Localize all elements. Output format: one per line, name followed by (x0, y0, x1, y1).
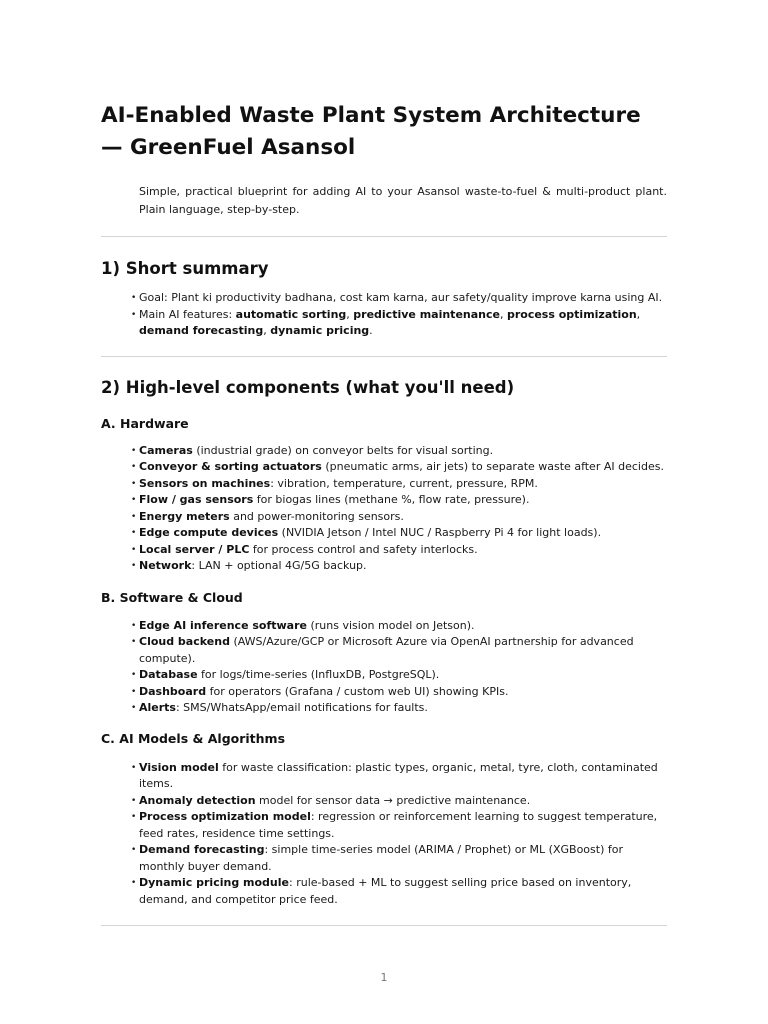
bold-term: process optimization (506, 307, 637, 321)
bold-term: Edge compute devices (139, 526, 279, 539)
bold-term: Demand forecasting (139, 843, 265, 856)
ai-models-list (101, 760, 667, 909)
bold-term: Process optimization model (139, 810, 311, 823)
bold-term: Network (139, 559, 192, 572)
list-item: • Database for logs/time-series (InfluxDB, PostgreSQL). (131, 667, 667, 684)
list-item: • Cameras (industrial grade) on conveyor belts for visual sorting. (131, 443, 667, 460)
list-item: • Flow / gas sensors for biogas lines (methane %, flow rate, pressure). (131, 492, 667, 509)
bold-term: predictive maintenance (353, 307, 500, 321)
bold-term: Alerts (139, 701, 176, 714)
bold-term: Conveyor & sorting actuators (139, 460, 322, 473)
document-page (101, 100, 667, 926)
subsection-heading-ai-models: C. AI Models & Algorithms (101, 730, 286, 746)
bold-term: Sensors on machines (139, 476, 271, 490)
hardware-list (101, 443, 667, 575)
bold-term: Dynamic pricing module (139, 876, 289, 889)
list-item: • Conveyor & sorting actuators (pneumatic arms, air jets) to separate waste after AI decides. (131, 459, 667, 476)
section-heading-summary: 1) Short summary (101, 259, 269, 278)
section-heading-components: 2) High-level components (what you'll need) (101, 377, 515, 397)
bold-term: automatic sorting (235, 307, 347, 321)
list-item: • Demand forecasting: simple time-series model (ARIMA / Prophet) or ML (XGBoost) for monthly buyer demand. (131, 842, 667, 875)
bold-term: Flow / gas sensors (139, 493, 254, 506)
list-item: • Local server / PLC for process control and safety interlocks. (131, 542, 667, 559)
list-item: • Sensors on machines: vibration, temperature, current, pressure, RPM. (131, 476, 667, 493)
divider (101, 925, 667, 926)
list-item: • Dynamic pricing module: rule-based + ML to suggest selling price based on inventory, demand, and competitor price feed. (131, 875, 667, 908)
list-item: • Network: LAN + optional 4G/5G backup. (131, 558, 667, 575)
divider (101, 356, 667, 357)
list-item: • Main AI features: automatic sorting, predictive maintenance, process optimization, demand forecasting, dynamic pricing. (131, 307, 667, 340)
list-item: • Edge compute devices (NVIDIA Jetson / Intel NUC / Raspberry Pi 4 for light loads). (131, 525, 667, 542)
page-number: 1 (380, 971, 388, 984)
bold-term: Database (139, 668, 198, 681)
list-item: • Dashboard for operators (Grafana / custom web UI) showing KPIs. (131, 684, 667, 701)
subsection-heading-hardware: A. Hardware (101, 415, 189, 431)
bold-term: Dashboard (139, 684, 207, 698)
bold-term: Edge AI inference software (139, 618, 307, 632)
bold-term: Anomaly detection (139, 793, 256, 807)
subsection-heading-software: B. Software & Cloud (101, 589, 243, 605)
list-item: • Alerts: SMS/WhatsApp/email notifications for faults. (131, 700, 667, 717)
summary-list (101, 290, 667, 340)
list-item: • Goal: Plant ki productivity badhana, cost kam karna, aur safety/quality improve karna using AI. (131, 290, 667, 307)
bold-term: Local server / PLC (139, 542, 250, 556)
bold-term: dynamic pricing (270, 324, 370, 337)
bold-term: Vision model (139, 760, 219, 774)
list-item: • Process optimization model: regression or reinforcement learning to suggest temperature, feed rates, residence time settings. (131, 809, 667, 842)
bold-term: Cameras (139, 443, 193, 457)
document-subtitle: Simple, practical blueprint for adding AI to your Asansol waste-to-fuel & multi-product plant. Plain language, step-by-step. (139, 185, 667, 216)
list-item: • Edge AI inference software (runs vision model on Jetson). (131, 618, 667, 635)
bold-term: Cloud backend (139, 635, 230, 648)
list-item: • Anomaly detection model for sensor data → predictive maintenance. (131, 793, 667, 810)
list-item: • Energy meters and power-monitoring sensors. (131, 509, 667, 526)
list-item: • Cloud backend (AWS/Azure/GCP or Microsoft Azure via OpenAI partnership for advanced compute). (131, 634, 667, 667)
software-list (101, 618, 667, 717)
divider (101, 236, 667, 237)
list-item: • Vision model for waste classification: plastic types, organic, metal, tyre, cloth, contaminated items. (131, 760, 667, 793)
bold-term: demand forecasting (139, 324, 264, 337)
bold-term: Energy meters (139, 509, 230, 523)
document-title: AI-Enabled Waste Plant System Architecture — GreenFuel Asansol (101, 103, 641, 160)
